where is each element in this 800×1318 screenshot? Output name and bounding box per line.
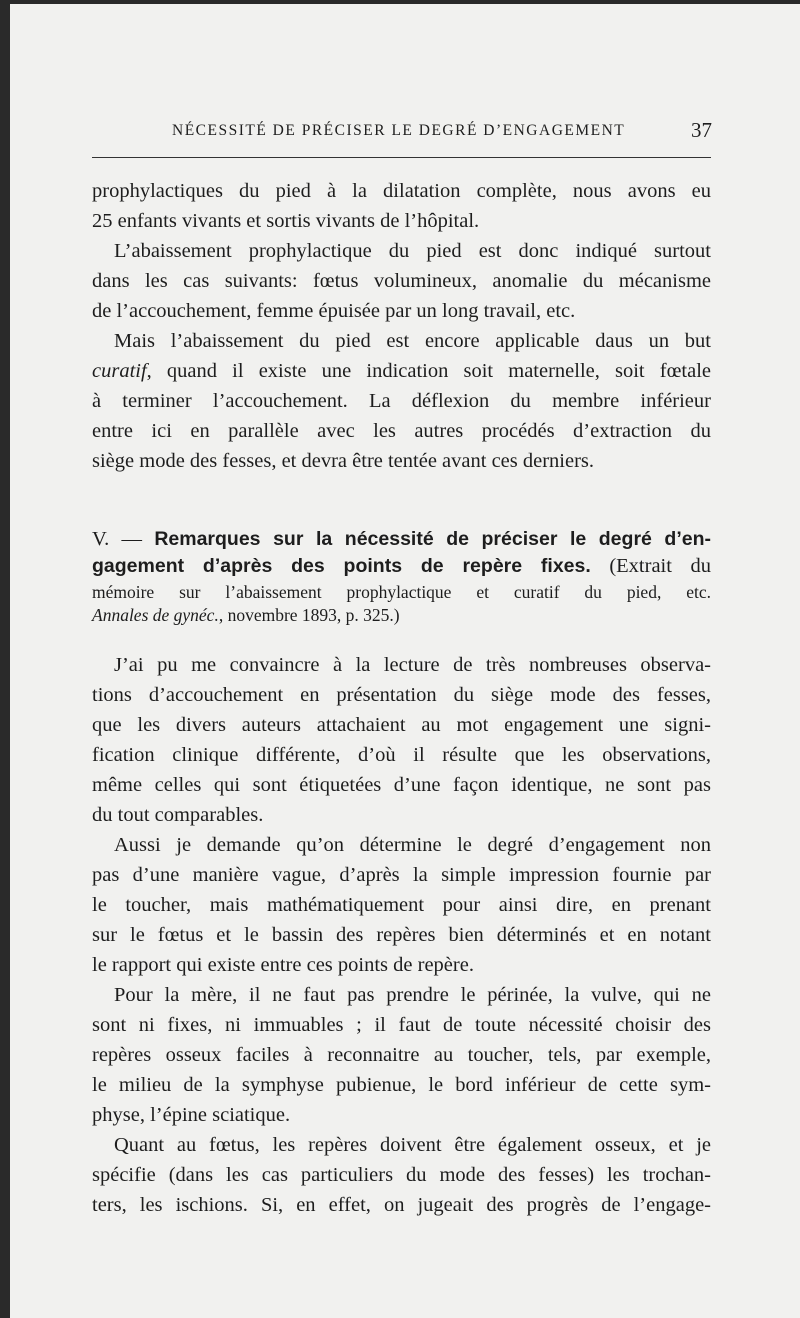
text-line xyxy=(92,360,711,383)
text-line: entre ici en parallèle avec les autres procédés d’extraction du xyxy=(92,420,711,442)
section-heading xyxy=(92,555,711,578)
text-line: pas d’une manière vague, d’après la simple impression fournie par xyxy=(92,864,711,886)
text-line: même celles qui sont étiquetées d’une façon identique, ne sont pas xyxy=(92,774,711,796)
italic-term: curatif xyxy=(92,360,147,382)
text-line: que les divers auteurs attachaient au mot engagement une signi- xyxy=(92,714,711,736)
section-source: (Extrait du xyxy=(590,555,711,577)
section-number: V. — xyxy=(92,528,155,550)
text-line: dans les cas suivants: fœtus volumineux, anomalie du mécanisme xyxy=(92,270,711,292)
section-heading xyxy=(92,528,711,551)
text-line: sur le fœtus et le bassin des repères bien déterminés et en notant xyxy=(92,924,711,946)
text-line: prophylactiques du pied à la dilatation complète, nous avons eu xyxy=(92,180,711,202)
page-header xyxy=(172,118,712,142)
text-line: L’abaissement prophylactique du pied est donc indiqué surtout xyxy=(114,240,711,262)
section-title: Remarques sur la nécessité de préciser le degré d’en- xyxy=(154,528,712,550)
text-line: Mais l’abaissement du pied est encore applicable daus un but xyxy=(114,330,711,352)
text-line: spécifie (dans les cas particuliers du mode des fesses) les trochan- xyxy=(92,1164,711,1186)
text-span: , quand il existe une indication soit maternelle, soit fœtale xyxy=(146,360,711,382)
text-line: Pour la mère, il ne faut pas prendre le périnée, la vulve, qui ne xyxy=(114,984,711,1006)
text-line: du tout comparables. xyxy=(92,804,264,826)
text-line: tions d’accouchement en présentation du siège mode des fesses, xyxy=(92,684,711,706)
text-line: fication clinique différente, d’où il résulte que les observations, xyxy=(92,744,711,766)
text-line: ters, les ischions. Si, en effet, on jugeait des progrès de l’engage- xyxy=(92,1194,711,1216)
text-span: , novembre 1893, p. 325.) xyxy=(218,605,400,625)
text-line: à terminer l’accouchement. La déflexion du membre inférieur xyxy=(92,390,711,412)
running-title: NÉCESSITÉ DE PRÉCISER LE DEGRÉ D’ENGAGEMENT xyxy=(172,122,626,139)
text-line: de l’accouchement, femme épuisée par un long travail, etc. xyxy=(92,300,576,322)
journal-title: Annales de gynéc. xyxy=(92,605,219,625)
text-line: sont ni fixes, ni immuables ; il faut de toute nécessité choisir des xyxy=(92,1014,711,1036)
header-rule xyxy=(92,157,711,158)
text-line: siège mode des fesses, et devra être tentée avant ces derniers. xyxy=(92,450,595,472)
section-source-line xyxy=(92,605,711,626)
text-line: le rapport qui existe entre ces points de repère. xyxy=(92,954,474,976)
text-line: 25 enfants vivants et sortis vivants de l’hôpital. xyxy=(92,210,480,232)
page-number: 37 xyxy=(691,118,712,142)
text-line: physe, l’épine sciatique. xyxy=(92,1104,291,1126)
text-line: Quant au fœtus, les repères doivent être également osseux, et je xyxy=(114,1134,711,1156)
section-source-line: mémoire sur l’abaissement prophylactique et curatif du pied, etc. xyxy=(92,582,711,602)
section-title: gagement d’après des points de repère fixes. xyxy=(92,555,591,577)
text-line: le toucher, mais mathématiquement pour ainsi dire, en prenant xyxy=(92,894,711,916)
text-line: Aussi je demande qu’on détermine le degré d’engagement non xyxy=(114,834,711,856)
text-line: le milieu de la symphyse pubienue, le bord inférieur de cette sym- xyxy=(92,1074,711,1096)
text-line: repères osseux faciles à reconnaitre au toucher, tels, par exemple, xyxy=(92,1044,711,1066)
text-line: J’ai pu me convaincre à la lecture de très nombreuses observa- xyxy=(114,654,711,676)
